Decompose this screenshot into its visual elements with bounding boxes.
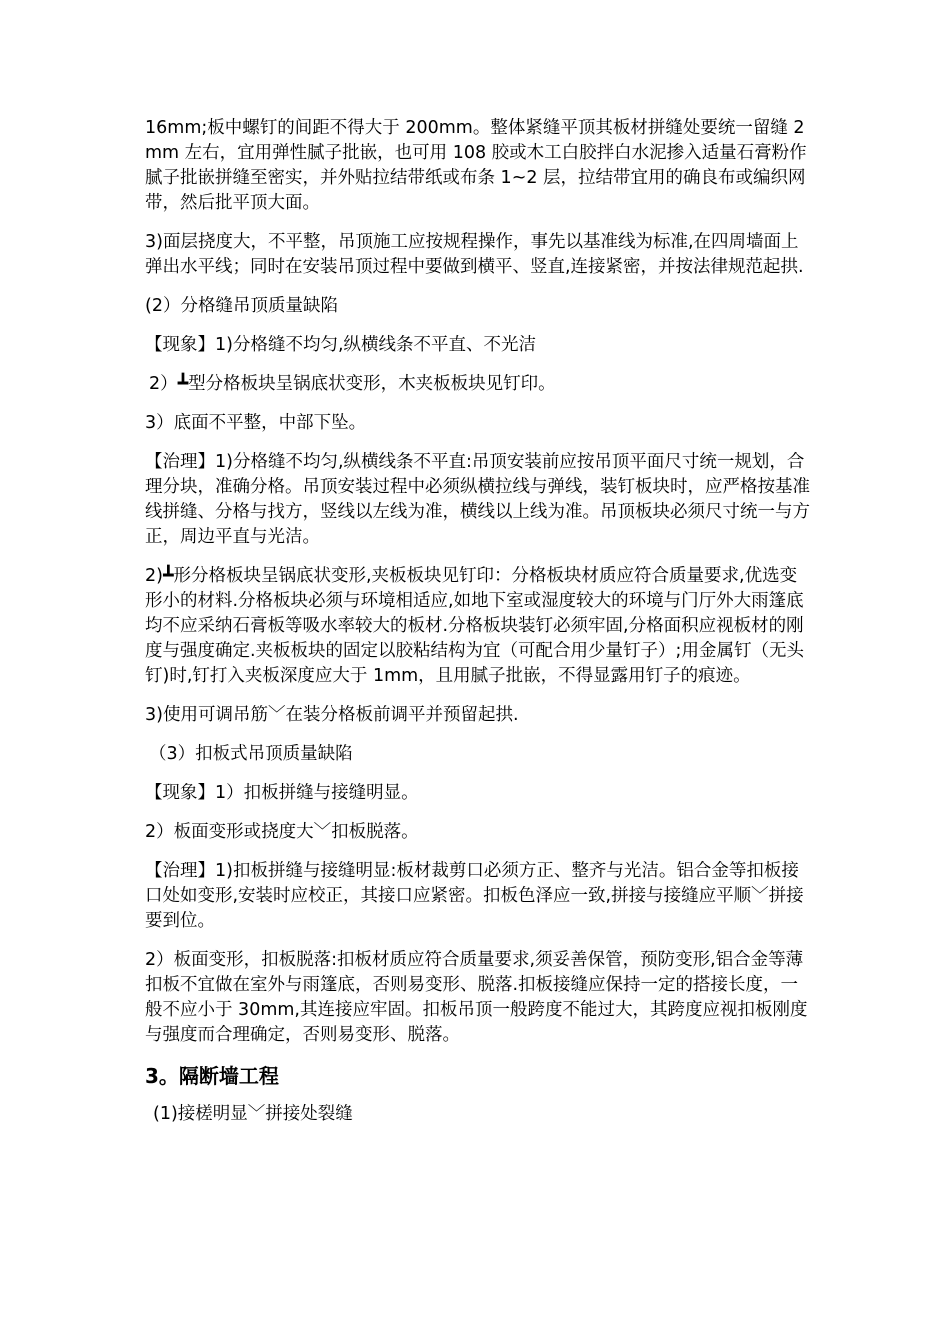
section-heading: 3。隔断墙工程 [145, 1064, 279, 1088]
paragraph-deflection: 3)面层挠度大，不平整，吊顶施工应按规程操作，事先以基准线为标准,在四周墙面上弹出水平线；同时在安装吊顶过程中要做到横平、竖直,连接紧密，并按法律规范起拱. [145, 232, 804, 277]
paragraph-treatment-1: 【治理】1)分格缝不均匀,纵横线条不平直:吊顶安装前应按吊顶平面尺寸统一规划，合理分块，准确分格。吊顶安装过程中必须纵横拉线与弹线，装钉板块时，应严格按基准线拼缝、分格与找方，竖线以左线为准，横线以上线为准。吊顶板块必须尺寸统一与方正，周边平直与光洁。 [145, 452, 810, 547]
paragraph-snap-phenomenon-1: 【现象】1）扣板拼缝与接缝明显。 [145, 783, 419, 803]
document-page [145, 116, 810, 1141]
subheading-snap-panel-defects: （3）扣板式吊顶质量缺陷 [149, 744, 353, 764]
paragraph-treatment-3: 3)使用可调吊筋﹀在装分格板前调平并预留起拱. [145, 705, 519, 725]
subheading-grid-joint-defects: (2）分格缝吊顶质量缺陷 [145, 296, 338, 316]
paragraph-treatment-2: 2)┻形分格板块呈锅底状变形,夹板板块见钉印：分格板块材质应符合质量要求,优选变形小的材料.分格板块必须与环境相适应,如地下室或湿度较大的环境与门厅外大雨篷底均不应采纳石膏板等吸水率较大的板材.分格板块装钉必须牢固,分格面积应视板材的刚度与强度确定.夹板板块的固定以胶粘结构为宜（可配合用少量钉子）;用金属钉（无头钉)时,钉打入夹板深度应大于 1mm，且用腻子批嵌，不得显露用钉子的痕迹。 [145, 566, 804, 686]
paragraph-snap-treatment-2: 2）板面变形，扣板脱落:扣板材质应符合质量要求,须妥善保管，预防变形,铝合金等薄扣板不宜做在室外与雨篷底，否则易变形、脱落.扣板接缝应保持一定的搭接长度，一般不应小于 30mm,其连接应牢固。扣板吊顶一般跨度不能过大，其跨度应视扣板刚度与强度而合理确定，否则易变形、脱落。 [145, 950, 808, 1045]
paragraph-snap-phenomenon-2: 2）板面变形或挠度大﹀扣板脱落。 [145, 822, 419, 842]
paragraph-phenomenon-3: 3）底面不平整，中部下坠。 [145, 413, 367, 433]
paragraph-phenomenon-1: 【现象】1)分格缝不均匀,纵横线条不平直、不光洁 [145, 335, 537, 355]
paragraph-screw-spacing: 16mm;板中螺钉的间距不得大于 200mm。整体紧缝平顶其板材拼缝处要统一留缝 2mm 左右，宜用弹性腻子批嵌，也可用 108 胶或木工白胶拌白水泥掺入适量石膏粉作腻子批嵌拼缝至密实，并外贴拉结带纸或布条 1~2 层，拉结带宜用的确良布或编织网带，然后批平顶大面。 [145, 118, 807, 213]
paragraph-snap-treatment-1: 【治理】1)扣板拼缝与接缝明显:板材裁剪口必须方正、整齐与光洁。铝合金等扣板接口处如变形,安装时应校正，其接口应紧密。扣板色泽应一致,拼接与接缝应平顺﹀拼接要到位。 [145, 861, 804, 931]
subheading-partition-joint: (1)接槎明显﹀拼接处裂缝 [153, 1104, 353, 1124]
paragraph-phenomenon-2: 2）┻型分格板块呈锅底状变形，木夹板板块见钉印。 [149, 374, 556, 394]
